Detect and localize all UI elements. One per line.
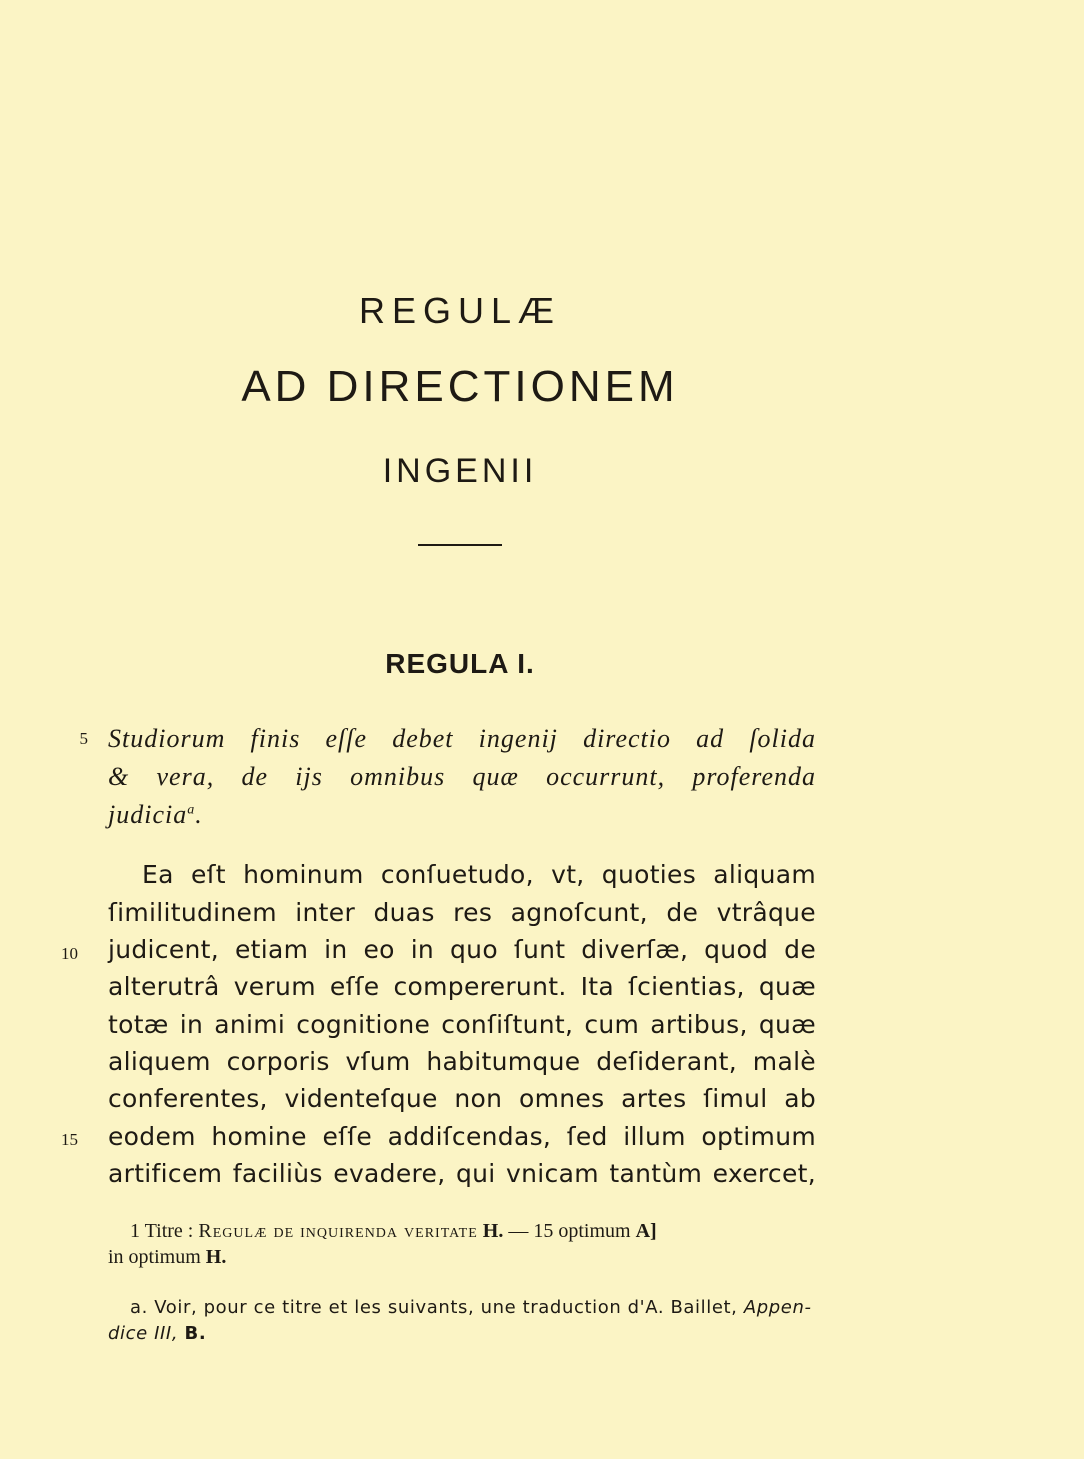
line-number-10: 10 (61, 944, 78, 963)
variant-source-a: A] (635, 1220, 657, 1242)
body-line: artificem faciliùs evadere, qui vnicam tantùm exercet, (108, 1159, 816, 1188)
statement-line: Studiorum finis eſſe debet ingenij directio ad ſolida (108, 724, 816, 753)
variant-number: 1 (130, 1220, 140, 1242)
regula-heading: REGULA I. (385, 648, 535, 679)
line-number-5: 5 (79, 729, 88, 748)
statement-line: & vera, de ijs omnibus quæ occurrunt, proferenda (108, 762, 816, 791)
footnote-marker-a: a. (130, 1297, 148, 1318)
title-regulae: REGULÆ (358, 290, 562, 331)
footnote-line-1 (130, 1297, 820, 1318)
footnote-bold: B. (184, 1323, 207, 1344)
title-ingenii: INGENII (382, 452, 538, 490)
body-line: eodem homine eſſe addiſcendas, ſed illum optimum (108, 1122, 816, 1151)
variant-line-1 (130, 1220, 820, 1243)
footnote-line-2 (108, 1323, 820, 1344)
footnote-marker: a (187, 802, 196, 818)
footnote-italic: Appen- (743, 1297, 812, 1318)
body-line: conferentes, videnteſque non omnes artes ſimul ab (108, 1084, 816, 1113)
body-line: aliquem corporis vſum habitumque deſiderant, malè (108, 1047, 816, 1076)
variant-dash: — (508, 1220, 529, 1242)
body-line: ſimilitudinem inter duas res agnoſcunt, de vtrâque (108, 898, 816, 927)
variant-prefix: Titre : (144, 1220, 194, 1242)
statement-line-last (108, 800, 816, 830)
title-divider (418, 544, 502, 546)
statement-period: . (195, 800, 203, 829)
footnote-text: Voir, pour ce titre et les suivants, une traduction d'A. Baillet, (154, 1297, 738, 1318)
body-line: Ea eſt hominum conſuetudo, vt, quoties aliquam (142, 860, 816, 889)
body-line: totæ in animi cognitione conſiſtunt, cum artibus, quæ (108, 1010, 816, 1039)
variant-line-2 (108, 1246, 820, 1269)
variant-title: Regulæ de inquirenda veritate (198, 1220, 478, 1242)
variant-source-h2: H. (205, 1246, 227, 1268)
body-line: judicent, etiam in eo in quo ſunt diverſæ, quod de (108, 935, 816, 964)
variant-text: in optimum (108, 1246, 201, 1268)
variant-source-h: H. (482, 1220, 504, 1242)
title-ad-directionem: AD DIRECTIONEM (241, 362, 679, 411)
line-number-15: 15 (61, 1130, 78, 1149)
footnote-italic-2: dice III, (108, 1323, 179, 1344)
variant-ref: 15 optimum (533, 1220, 631, 1242)
statement-text: judicia (108, 800, 188, 829)
body-line: alterutrâ verum eſſe compererunt. Ita ſcientias, quæ (108, 972, 816, 1001)
